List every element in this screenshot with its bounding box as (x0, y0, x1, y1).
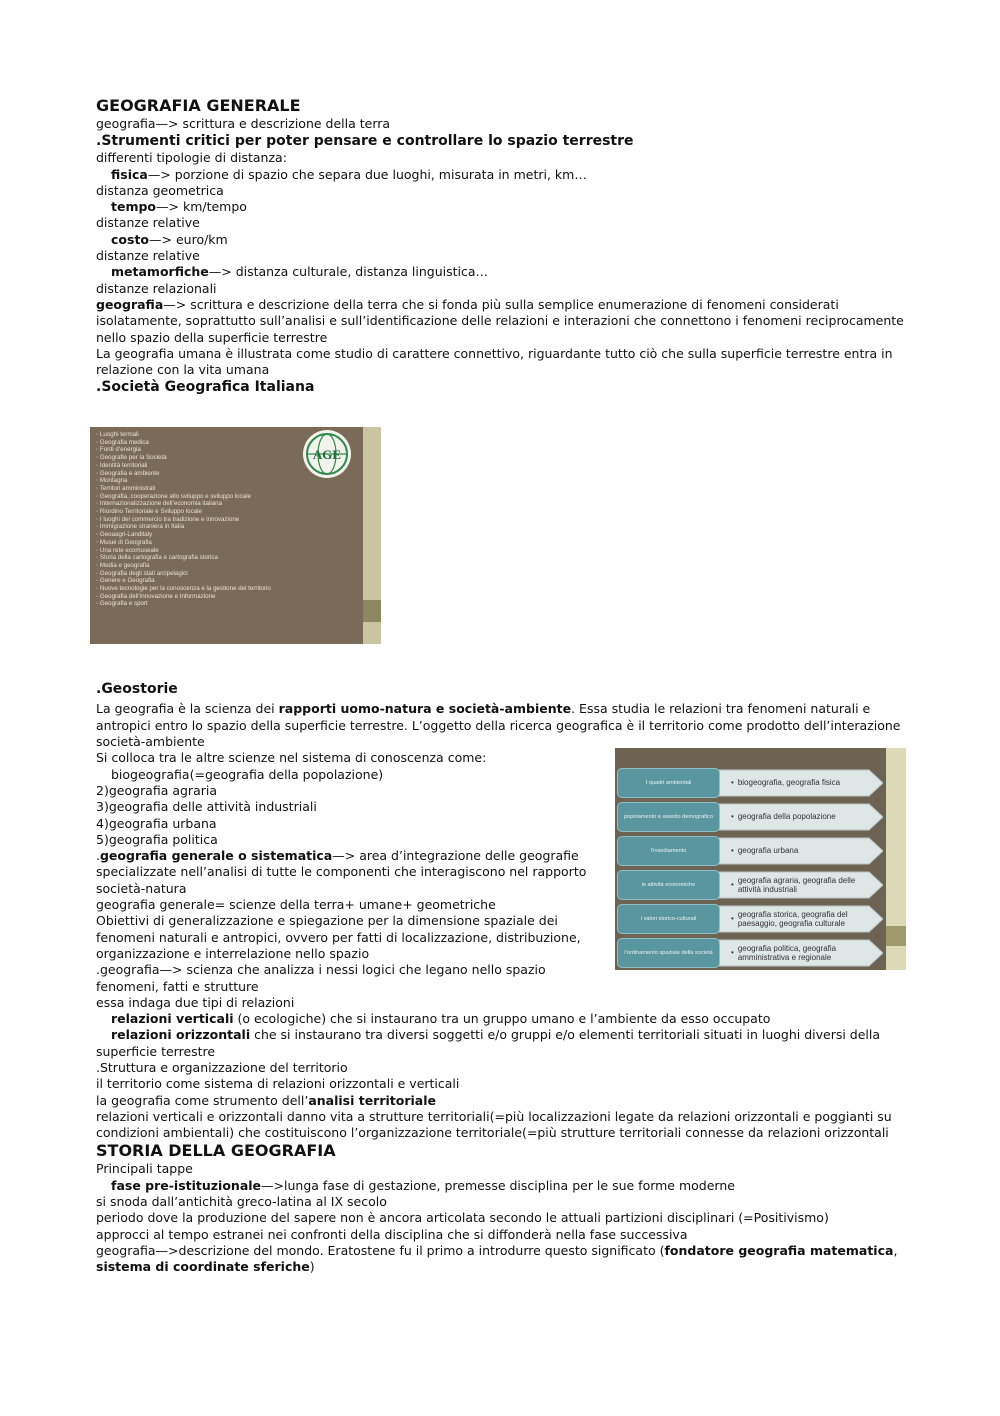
narrow-column (96, 848, 591, 995)
sgi-topic-item: ◦ Musei di Geografia (96, 539, 326, 547)
scheme-row (615, 870, 886, 900)
list-item: 2)geografia agraria (96, 782, 218, 798)
sgi-topic-item: ◦ Genere e Geografia (96, 577, 326, 585)
sgi-topic-item: ◦ Geografia degli stati arcipelagici (96, 570, 326, 578)
document-page (96, 96, 906, 1276)
scheme-row (615, 802, 886, 832)
geografia-generale-eq: geografia generale= scienze della terra+ umane+ geometriche (96, 897, 496, 913)
sgi-topic-item: ◦ Una rete ecomuseale (96, 547, 326, 555)
distanza-costo-label: distanze relative (96, 248, 200, 264)
relazioni-strutture: relazioni verticali e orizzontali danno vita a strutture territoriali(=più localizzazioni legate da relazioni orizzontali e poggianti su condizioni ambientali) che costituiscono l’organizzazione territoriale(=più strutture territoriali connesse da relazioni orizzontali (96, 1108, 892, 1141)
scheme-row (615, 836, 886, 866)
section-heading-strumenti: .Strumenti critici per poter pensare e controllare lo spazio terrestre (96, 133, 634, 150)
sgi-topic-item: ◦ Geografia, cooperazione allo sviluppo e sviluppo locale (96, 493, 326, 501)
slide-decor-bar-accent (363, 600, 381, 622)
fase-preistituzionale: fase pre-istituzionale—>lunga fase di gestazione, premesse disciplina per le sue forme moderne (111, 1177, 735, 1193)
geografia-generale-def: .geografia generale o sistematica—> area d’integrazione delle geografie specializzate nell’analisi di tutte le componenti che interagiscono nel rapporto società-natura (96, 848, 587, 896)
geografia-definition: geografia—> scrittura e descrizione della terra che si fonda più sulla semplice enumerazione di fenomeni considerati isolatamente, soprattutto sull’analisi e sull’identificazione delle relazioni e interazioni che connettono i fenomeni reciprocamente nello spazio della superficie terrestre (96, 296, 904, 345)
distanza-metamorfiche: metamorfiche—> distanza culturale, distanza linguistica… (111, 264, 489, 280)
list-item: biogeografia(=geografia della popolazione) (111, 766, 384, 782)
distanza-tempo: tempo—> km/tempo (111, 199, 247, 215)
approcci-line: approcci al tempo estranei nei confronti della disciplina che si diffonderà nella fase successiva (96, 1226, 688, 1242)
sgi-topic-item: ◦ Riordino Territoriale e Sviluppo locale (96, 508, 326, 516)
sgi-topic-item: ◦ Media e geografia (96, 562, 326, 570)
scheme-right-label: • geografia della popolazione (731, 804, 871, 830)
tappe-line: Principali tappe (96, 1161, 193, 1177)
list-item: 5)geografia politica (96, 831, 218, 847)
sgi-topic-item: ◦ Fonti d’energia (96, 446, 326, 454)
scheme-left-label: l’insediamento (617, 836, 720, 866)
sgi-topic-item: ◦ Geografia e ambiente (96, 470, 326, 478)
section-heading-storia: STORIA DELLA GEOGRAFIA (96, 1141, 336, 1161)
relazioni-verticali: relazioni verticali (o ecologiche) che si instaurano tra un gruppo umano e l’ambiente da esso occupato (111, 1011, 771, 1027)
page-title: GEOGRAFIA GENERALE (96, 96, 301, 115)
snoda-line: si snoda dall’antichità greco-latina al IX secolo (96, 1194, 387, 1210)
intro-line: geografia—> scrittura e descrizione della terra (96, 116, 391, 131)
sgi-topic-item: ◦ Geografia e sport (96, 600, 326, 608)
geostorie-paragraph: La geografia è la scienza dei rapporti uomo-natura e società-ambiente. Essa studia le relazioni tra fenomeni naturali e antropici entro lo spazio della superficie terrestre. L’oggetto della ricerca geografica è il territorio come prodotto dell’interazione società-ambiente (96, 701, 901, 750)
sgi-topic-item: ◦ Storia della cartografia e cartografia storica (96, 554, 326, 562)
strumento-line: la geografia come strumento dell’analisi territoriale (96, 1092, 437, 1108)
scheme-row (615, 938, 886, 968)
scheme-left-label: i valori storico-culturali (617, 904, 720, 934)
slide-decor-bar-accent (886, 926, 906, 946)
sgi-topic-list (96, 431, 326, 608)
scheme-left-label: popolamento e assetto demografico (617, 802, 720, 832)
sgi-logo-icon (296, 429, 358, 479)
scheme-right-label: • biogeografia, geografia fisica (731, 770, 871, 796)
distanza-fisica-label: distanza geometrica (96, 182, 224, 198)
sgi-topic-item: ◦ Montagna (96, 477, 326, 485)
sgi-topic-item: ◦ Immigrazione straniera in Italia (96, 523, 326, 531)
due-tipi-line: essa indaga due tipi di relazioni (96, 994, 295, 1010)
distanze-intro: differenti tipologie di distanza: (96, 150, 287, 166)
geografia-umana: La geografia umana è illustrata come studio di carattere connettivo, riguardante tutto ciò che sulla superficie terrestre entra in relazione con la vita umana (96, 345, 893, 378)
scheme-left-label: I quadri ambientali (617, 768, 720, 798)
scheme-right-label: • geografia storica, geografia del paesaggio, geografia culturale (731, 906, 871, 932)
geografia-scienza: .geografia—> scienza che analizza i nessi logici che legano nello spazio fenomeni, fatti e strutture (96, 962, 546, 994)
list-item: 3)geografia delle attività industriali (96, 799, 317, 815)
svg-text:AGE: AGE (312, 447, 342, 462)
sistema-line: il territorio come sistema di relazioni orizzontali e verticali (96, 1076, 460, 1092)
scheme-slide-image (615, 748, 906, 970)
colloca-line: Si colloca tra le altre scienze nel sistema di conoscenza come: (96, 750, 487, 766)
scheme-row (615, 904, 886, 934)
sgi-topic-item: ◦ Territori amministrati (96, 485, 326, 493)
relazioni-orizzontali: relazioni orizzontali che si instaurano tra diversi soggetti e/o gruppi e/o elementi territoriali situati in luoghi diversi della superficie terrestre (96, 1027, 881, 1059)
struttura-line: .Struttura e organizzazione del territorio (96, 1059, 348, 1075)
distanza-metamorfiche-label: distanze relazionali (96, 280, 217, 296)
section-heading-sgi: .Società Geografica Italiana (96, 379, 315, 396)
sgi-topic-item: ◦ Internazionalizzazione dell’economia italiana (96, 500, 326, 508)
sgi-topic-item: ◦ Identità territoriali (96, 462, 326, 470)
sgi-slide-image (90, 427, 381, 644)
sgi-topic-item: ◦ Geografia medica (96, 439, 326, 447)
section-heading-geostorie: .Geostorie (96, 681, 178, 698)
scheme-row (615, 768, 886, 798)
periodo-line: periodo dove la produzione del sapere non è ancora articolata secondo le attuali partizioni disciplinari (=Positivismo) (96, 1210, 829, 1226)
sgi-topic-item: ◦ Nuove tecnologie per la conoscenza e la gestione del territorio (96, 585, 326, 593)
distanza-fisica: fisica—> porzione di spazio che separa due luoghi, misurata in metri, km… (111, 166, 587, 182)
scheme-right-label: • geografia agraria, geografia delle attività industriali (731, 872, 871, 898)
scheme-left-label: l’ordinamento spaziale della società (617, 938, 720, 968)
sgi-topic-item: ◦ Geoaagri-Landitaly (96, 531, 326, 539)
scheme-right-label: • geografia urbana (731, 838, 871, 864)
eratostene-line: geografia—>descrizione del mondo. Eratostene fu il primo a introdurre questo significato (fondatore geografia matematica, sistema di coordinate sferiche) (96, 1242, 898, 1275)
list-item: 4)geografia urbana (96, 815, 217, 831)
sgi-topic-item: ◦ Luoghi termali (96, 431, 326, 439)
sgi-topic-item: ◦ Geografia dell’innovazione e Informazione (96, 593, 326, 601)
distanza-tempo-label: distanze relative (96, 215, 200, 231)
scheme-right-label: • geografia politica, geografia amministrativa e regionale (731, 940, 871, 966)
obiettivi-line: Obiettivi di generalizzazione e spiegazione per la dimensione spaziale dei fenomeni naturali e antropici, ovvero per fatti di localizzazione, distribuzione, organizzazione e interrelazione nello spazio (96, 913, 581, 961)
sgi-topic-item: ◦ Geografie per la Società (96, 454, 326, 462)
distanza-costo: costo—> euro/km (111, 231, 228, 247)
sgi-topic-item: ◦ I luoghi del commercio tra tradizione e innovazione (96, 516, 326, 524)
scheme-left-label: le attività economiche (617, 870, 720, 900)
